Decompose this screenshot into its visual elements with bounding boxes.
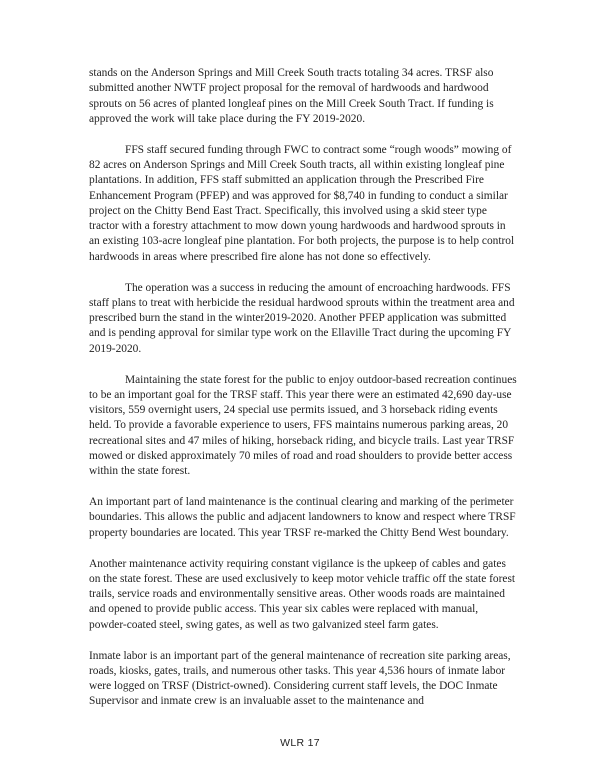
paragraph-recreation: Maintaining the state forest for the public to enjoy outdoor-based recreation continues to be an important goal for the TRSF staff. This year there were an estimated 42,690 day-use visitors, 559 overnight users, 24 special use permits issued, and 3 horseback riding events held. To provide a favorable experience to users, FFS maintains numerous parking areas, 20 recreational sites and 47 miles of hiking, horseback riding, and bicycle trails. Last year TRSF mowed or disked approximately 70 miles of road and road shoulders to provide better access within the state forest.: [89, 373, 517, 478]
paragraph-boundaries: An important part of land maintenance is the continual clearing and marking of the perimeter boundaries. This allows the public and adjacent landowners to know and respect where TRSF property boundaries are located. This year TRSF re-marked the Chitty Bend West boundary.: [89, 496, 516, 539]
document-body: [89, 66, 517, 725]
paragraph-operation-success: The operation was a success in reducing the amount of encroaching hardwoods. FFS staff plans to treat with herbicide the residual hardwood sprouts within the treatment area and prescribed burn the stand in the winter2019-2020. Another PFEP application was submitted and is pending approval for similar type work on the Ellaville Tract during the upcoming FY 2019-2020.: [89, 281, 515, 355]
paragraph-cables-gates: Another maintenance activity requiring constant vigilance is the upkeep of cables and gates on the state forest. These are used exclusively to keep motor vehicle traffic off the state forest trails, service roads and environmentally sensitive areas. Other woods roads are maintained and opened to provide public access. This year six cables were replaced with manual, powder-coated steel, swing gates, as well as two galvanized steel farm gates.: [89, 557, 516, 631]
page-footer: WLR 17: [280, 737, 320, 749]
paragraph-continuation: stands on the Anderson Springs and Mill Creek South tracts totaling 34 acres. TRSF also submitted another NWTF project proposal for the removal of hardwoods and hardwood sprouts on 56 acres of planted longleaf pines on the Mill Creek South Tract. If funding is approved the work will take place during the FY 2019-2020.: [89, 67, 494, 125]
paragraph-mowing-funding: FFS staff secured funding through FWC to contract some “rough woods” mowing of 82 acres on Anderson Springs and Mill Creek South tracts, all within existing longleaf pine plantations. In addition, FFS staff submitted an application through the Prescribed Fire Enhancement Program (PFEP) and was approved for $8,740 in funding to conduct a similar project on the Chitty Bend East Tract. Specifically, this involved using a skid steer type tractor with a forestry attachment to mow down young hardwoods and hardwood sprouts in an existing 103-acre longleaf pine plantation. For both projects, the purpose is to help control hardwoods in areas where prescribed fire alone has not done so effectively.: [89, 143, 515, 263]
paragraph-inmate-labor: Inmate labor is an important part of the general maintenance of recreation site parking areas, roads, kiosks, gates, trails, and numerous other tasks. This year 4,536 hours of inmate labor were logged on TRSF (District-owned). Considering current staff levels, the DOC Inmate Supervisor and inmate crew is an invaluable asset to the maintenance and: [89, 649, 511, 708]
